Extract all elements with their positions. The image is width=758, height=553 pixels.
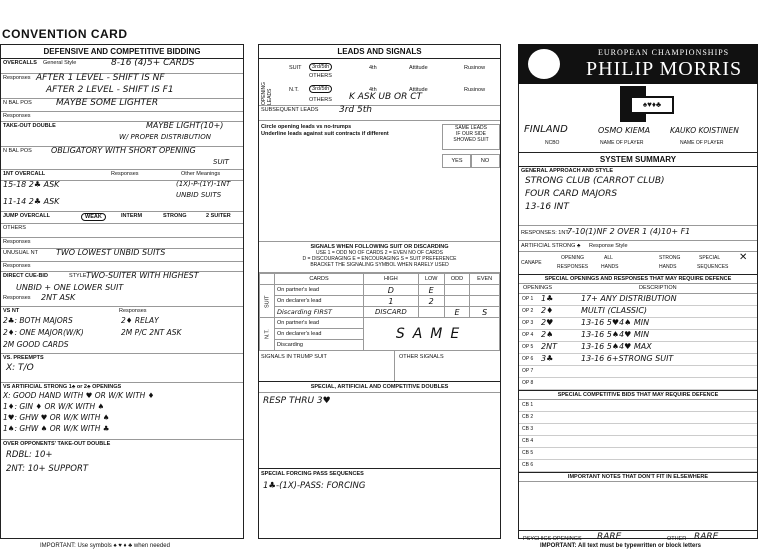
direct-cue-value-2: UNBID + ONE LOWER SUIT [16, 283, 124, 292]
cb-row [519, 436, 757, 448]
suit-row-2: On declarer's lead [275, 296, 364, 307]
logo-line-2: PHILIP MORRIS [586, 58, 743, 80]
general-style-label: General Style [43, 60, 77, 66]
cb-id: CB 5 [522, 450, 534, 456]
opening-leads-block [259, 59, 500, 106]
other-value: RARE [694, 532, 719, 542]
opening-row [519, 378, 757, 390]
bal-pos2-label: N BAL POS [3, 148, 32, 154]
strong-hands-label-2: HANDS [659, 264, 677, 270]
vs-nt-resp-1: 2♦ RELAY [121, 316, 159, 325]
bal-pos-row [1, 99, 243, 112]
unusual-value: TWO LOWEST UNBID SUITS [56, 248, 166, 257]
country-value: FINLAND [524, 124, 568, 135]
responses-nt-value: 7-10(1)NF 2 OVER 1 (4)10+ F1 [567, 227, 691, 236]
signals-table [259, 273, 500, 351]
suit-third-fifth: 3rd/5th [309, 63, 332, 71]
weak-label: WEAK [81, 213, 106, 221]
artificial-1: X: GOOD HAND WITH ♥ OR W/K WITH ♦ [3, 391, 155, 400]
responses-row [1, 74, 243, 99]
summary-header: SYSTEM SUMMARY [519, 153, 757, 167]
suit-val: E [418, 285, 444, 296]
cb-row [519, 448, 757, 460]
others-label: OTHERS [3, 225, 26, 231]
cb-row [519, 424, 757, 436]
unusual-row [1, 249, 243, 262]
other-meanings-label: Other Meanings [181, 171, 221, 177]
opening-id: OP 7 [522, 368, 534, 374]
vs-nt-responses-label: Responses [119, 308, 147, 314]
artificial-label: VS ARTIFICIAL STRONG 1♣ or 2♣ OPENINGS [3, 384, 122, 390]
nt-overcall-label: 1NT OVERCALL [3, 171, 46, 177]
openings-cols [519, 284, 757, 294]
direct-cue-label: DIRECT CUE-BID [3, 273, 48, 279]
cb-id: CB 2 [522, 414, 534, 420]
preempts-label: VS. PREEMPTS [3, 355, 44, 361]
canape-responses: RESPONSES [557, 264, 589, 270]
opening-bid: 1♣ [541, 294, 554, 303]
right-footer: IMPORTANT: All text must be typewritten or block letters [540, 543, 702, 549]
opening-row [519, 306, 757, 318]
openings-list [519, 294, 757, 390]
takeout-style: MAYBE LIGHT(10+) [146, 121, 224, 130]
subsequent-value: 3rd 5th [339, 105, 372, 115]
description-col: DESCRIPTION [639, 285, 677, 291]
bal-pos-value: MAYBE SOME LIGHTER [56, 98, 159, 108]
page-title: CONVENTION CARD [2, 27, 128, 41]
takeout-label: TAKE-OUT DOUBLE [3, 123, 56, 129]
opening-id: OP 8 [522, 380, 534, 386]
suit-attitude: Attitude [409, 65, 428, 71]
cb-id: CB 1 [522, 402, 534, 408]
same-leads-2: IF OUR SIDE [455, 131, 486, 137]
suit-fourth: 4th [369, 65, 377, 71]
doubles-header: SPECIAL, ARTIFICIAL AND COMPETITIVE DOUBLES [259, 382, 500, 393]
low-col: LOW [418, 274, 444, 285]
responses-row [519, 226, 757, 241]
suit-label: SUIT [289, 65, 302, 71]
opening-id: OP 2 [522, 308, 534, 314]
forcing-block [259, 469, 500, 497]
special-label: SPECIAL [699, 255, 721, 261]
takeout-opp-row [1, 440, 243, 484]
nt-4th-value: 11-14 2♣ ASK [3, 197, 60, 206]
opening-id: OP 5 [522, 344, 534, 350]
suit-row-1: On partner's lead [275, 285, 364, 296]
nt-label: N.T. [289, 87, 299, 93]
opening-row [519, 354, 757, 366]
trump-label: SIGNALS IN TRUMP SUIT [261, 354, 327, 360]
cb-id: CB 4 [522, 438, 534, 444]
high-col: HIGH [364, 274, 419, 285]
cb-row [519, 412, 757, 424]
suit-val: E [444, 307, 470, 318]
signals-header: SIGNALS WHEN FOLLOWING SUIT OR DISCARDING [310, 244, 449, 250]
lead-card-grid [261, 143, 441, 239]
suit-val: S [470, 307, 500, 318]
odd-col: ODD [444, 274, 470, 285]
general-3: 13-16 INT [525, 202, 569, 212]
name-label-2: NAME OF PLAYER [680, 140, 724, 146]
opening-id: OP 3 [522, 320, 534, 326]
opening-bid: 3♣ [541, 354, 554, 363]
responses-label-3: Responses [3, 239, 31, 245]
responses-label: Responses [3, 75, 31, 81]
other-signals-label: OTHER SIGNALS [399, 354, 444, 360]
doubles-value: RESP THRU 3♥ [263, 396, 331, 406]
style-label: STYLE [69, 273, 87, 279]
flag-suits-icon: ♠♥♦♣ [630, 96, 674, 114]
two-suiter-label: 2 SUITER [206, 213, 231, 219]
opening-leads-label: OPENING LEADS [261, 81, 273, 105]
opening-desc: 13-16 5♥4♠ MIN [581, 318, 650, 327]
signals-note-2: D = DISCOURAGING E = ENCOURAGING S = SUIT PREFERENCE [302, 256, 457, 262]
nt-other-1: (1X)-P-(1Y)-1NT [176, 180, 231, 188]
general-label: GENERAL APPROACH AND STYLE [521, 168, 614, 174]
lead-card-block [259, 121, 500, 242]
strong-hands-label: STRONG [659, 255, 681, 261]
trump-signals-row [259, 351, 500, 382]
suit-val: DISCARD [364, 307, 419, 318]
responses-label-2: Responses [3, 113, 31, 119]
suit-others: OTHERS [309, 73, 332, 79]
psychics-value: RARE [597, 532, 622, 542]
competitive-header: SPECIAL COMPETITIVE BIDS THAT MAY REQUIRE DEFENCE [519, 390, 757, 400]
signals-nt-label: N.T. [260, 318, 275, 351]
opening-row [519, 318, 757, 330]
defensive-bidding-panel [0, 44, 244, 539]
nt-third-fifth: 3rd/5th [309, 85, 332, 93]
suit-rusinow: Rusinow [464, 65, 486, 71]
opening-row [519, 330, 757, 342]
vs-nt-3: 2M GOOD CARDS [3, 340, 69, 349]
cb-row [519, 400, 757, 412]
unusual-label: UNUSUAL NT [3, 250, 38, 256]
nt-others: OTHERS [309, 97, 332, 103]
notes-area [519, 482, 757, 531]
opening-desc: 13-16 5♠4♥ MIN [581, 330, 650, 339]
signals-suit-label: SUIT [260, 285, 275, 318]
cb-list [519, 400, 757, 472]
responses-label-5: Responses [3, 295, 31, 301]
interm-label: INTERM [121, 213, 143, 219]
direct-cue-row [1, 272, 243, 307]
takeout-style-2: W/ PROPER DISTRIBUTION [119, 133, 211, 141]
nt-fourth: 4th [369, 87, 377, 93]
opening-bid: 2♥ [541, 318, 554, 327]
responses-nt-label: RESPONSES: 1NT [521, 230, 569, 236]
name-label-1: NAME OF PLAYER [600, 140, 644, 146]
artificial-3: 1♥: GHW ♥ OR W/K WITH ♠ [3, 413, 110, 422]
forcing-label: SPECIAL FORCING PASS SEQUENCES [261, 471, 364, 477]
bal-pos2-suit: SUIT [213, 158, 229, 166]
suit-row-3: Discarding [277, 308, 312, 316]
nt-rusinow: Rusinow [464, 87, 486, 93]
artificial-strong-label: ARTIFICIAL STRONG ♣ [521, 243, 581, 249]
other-label: OTHER [667, 536, 687, 542]
takeout-opp-label: OVER OPPONENTS' TAKE-OUT DOUBLE [3, 441, 111, 447]
sponsor-logo [518, 44, 758, 84]
cross-mark-icon: ✕ [739, 252, 748, 263]
overcalls-value: 8-16 (4)5+ CARDS [111, 58, 195, 68]
circle-note-2: Underline leads against suit contracts if different [261, 131, 389, 137]
suit-val: 2 [418, 296, 444, 307]
player-names [520, 124, 756, 148]
nt-others-value: K ASK UB OR CT [349, 92, 422, 102]
vs-nt-label: VS NT [3, 308, 20, 314]
preempts-row [1, 354, 243, 383]
opening-bid: 2♦ [541, 306, 554, 315]
signals-note-3: BRACKET THE SIGNALING SYMBOL WHEN RARELY USED [310, 262, 449, 268]
cards-col: CARDS [275, 274, 364, 285]
suit-val: D [364, 285, 419, 296]
hands-label: HANDS [601, 264, 619, 270]
suit-val: 1 [364, 296, 419, 307]
forcing-value: 1♣-(1X)-PASS: FORCING [263, 481, 366, 491]
direct-cue-resp: 2NT ASK [41, 293, 76, 302]
circle-note-1: Circle opening leads vs no-trumps [261, 124, 352, 130]
vs-nt-resp-2: 2M P/C 2NT ASK [121, 328, 182, 337]
jump-overcall-label: JUMP OVERCALL [3, 213, 50, 219]
canape-opening: OPENING [561, 255, 585, 261]
artificial-row [1, 383, 243, 440]
others-row [1, 224, 243, 238]
signals-note-1: USE 1 = ODD NO OF CARDS 2 = EVEN NO OF CARDS [316, 250, 443, 256]
opening-id: OP 6 [522, 356, 534, 362]
leads-signals-panel [258, 44, 501, 539]
system-summary-box [518, 152, 758, 542]
opening-desc: MULTI (CLASSIC) [581, 306, 648, 315]
overcalls-row [1, 59, 243, 74]
opening-desc: 17+ ANY DISTRIBUTION [581, 294, 677, 303]
cb-id: CB 3 [522, 426, 534, 432]
artificial-4: 1♠: GHW ♠ OR W/K WITH ♣ [3, 424, 110, 433]
subsequent-label: SUBSEQUENT LEADS [261, 107, 319, 113]
nt-row-3: Discarding [275, 340, 364, 351]
nt-2nd-value: 15-18 2♣ ASK [3, 180, 60, 189]
nt-row-2: On declarer's lead [275, 329, 364, 340]
general-1: STRONG CLUB (CARROT CLUB) [525, 176, 665, 186]
opening-bid: 2NT [541, 342, 557, 351]
vs-nt-1: 2♣: BOTH MAJORS [3, 316, 73, 325]
responses-value-1: AFTER 1 LEVEL - SHIFT IS NF [36, 73, 165, 83]
psychics-label: PSYCHICS OPENINGS [523, 536, 582, 542]
strong-label: STRONG [163, 213, 187, 219]
bal-pos2-value: OBLIGATORY WITH SHORT OPENING [51, 146, 196, 155]
opening-row [519, 294, 757, 306]
responses-value-2: AFTER 2 LEVEL - SHIFT IS F1 [46, 85, 174, 95]
opening-id: OP 1 [522, 296, 534, 302]
bal-pos-label: N BAL POS [3, 100, 32, 106]
crest-icon [528, 49, 560, 79]
artificial-2: 1♦: GIN ♦ OR W/K WITH ♠ [3, 402, 105, 411]
overcalls-label: OVERCALLS [3, 60, 37, 66]
nt-row-1: On partner's lead [275, 318, 364, 329]
rdbl-value: RDBL: 10+ [6, 450, 53, 460]
same-leads-3: SHOWED SUIT [453, 137, 489, 143]
nt-other-2: UNBID SUITS [176, 191, 222, 199]
preempts-value: X: T/O [6, 363, 34, 373]
subsequent-row [259, 106, 500, 121]
canape-label: CANAPE [521, 260, 542, 266]
opening-row [519, 342, 757, 354]
no-label: NO [470, 154, 500, 168]
opening-desc: 13-16 6+STRONG SUIT [581, 354, 674, 363]
special-openings-header: SPECIAL OPENINGS AND RESPONSES THAT MAY REQUIRE DEFENCE [519, 275, 757, 284]
player1-value: OSMO KIEMA [598, 126, 651, 135]
left-footer: IMPORTANT: Use symbols ♠ ♥ ♦ ♣ when needed [40, 543, 170, 549]
general-block [519, 167, 757, 226]
defensive-header: DEFENSIVE AND COMPETITIVE BIDDING [1, 45, 243, 59]
nt-attitude: Attitude [409, 87, 428, 93]
ncbo-label: NCBO [545, 140, 560, 146]
responses-label-4: Responses [3, 263, 31, 269]
nt-responses-label: Responses [111, 171, 139, 177]
leads-header: LEADS AND SIGNALS [259, 45, 500, 59]
response-style-label: Response Style [589, 243, 628, 249]
opening-id: OP 4 [522, 332, 534, 338]
opening-desc: 13-16 5♠4♥ MAX [581, 342, 652, 351]
same-leads-box [442, 124, 500, 150]
doubles-block [259, 382, 500, 469]
same-leads-1: SAME LEADS [455, 125, 487, 131]
nt-overcall-body [1, 181, 243, 212]
opening-row [519, 366, 757, 378]
vs-nt-row [1, 307, 243, 354]
direct-cue-value: TWO-SUITER WITH HIGHEST [86, 271, 199, 280]
player2-value: KAUKO KOISTINEN [670, 126, 739, 135]
jump-overcall-row [1, 212, 243, 224]
takeout-row [1, 122, 243, 147]
cb-row [519, 460, 757, 472]
logo-line-1: EUROPEAN CHAMPIONSHIPS [598, 48, 730, 57]
openings-col: OPENINGS [523, 285, 553, 291]
sequences-label: SEQUENCES [697, 264, 729, 270]
cb-id: CB 6 [522, 462, 534, 468]
opening-bid: 2♠ [541, 330, 554, 339]
all-label: ALL [604, 255, 613, 261]
nt-same-value: SAME [364, 318, 500, 351]
bal-pos2-row [1, 147, 243, 170]
notes-header: IMPORTANT NOTES THAT DON'T FIT IN ELSEWHERE [519, 472, 757, 482]
vs-nt-2: 2♦: ONE MAJOR(W/K) [3, 328, 84, 337]
twont-value: 2NT: 10+ SUPPORT [6, 464, 89, 474]
general-2: FOUR CARD MAJORS [525, 189, 618, 199]
artificial-strong-row [519, 241, 757, 252]
yes-label: YES [442, 154, 472, 168]
suit-val: FIRST [313, 308, 332, 316]
canape-row [519, 252, 757, 275]
signals-header-block [259, 242, 500, 273]
even-col: EVEN [470, 274, 500, 285]
